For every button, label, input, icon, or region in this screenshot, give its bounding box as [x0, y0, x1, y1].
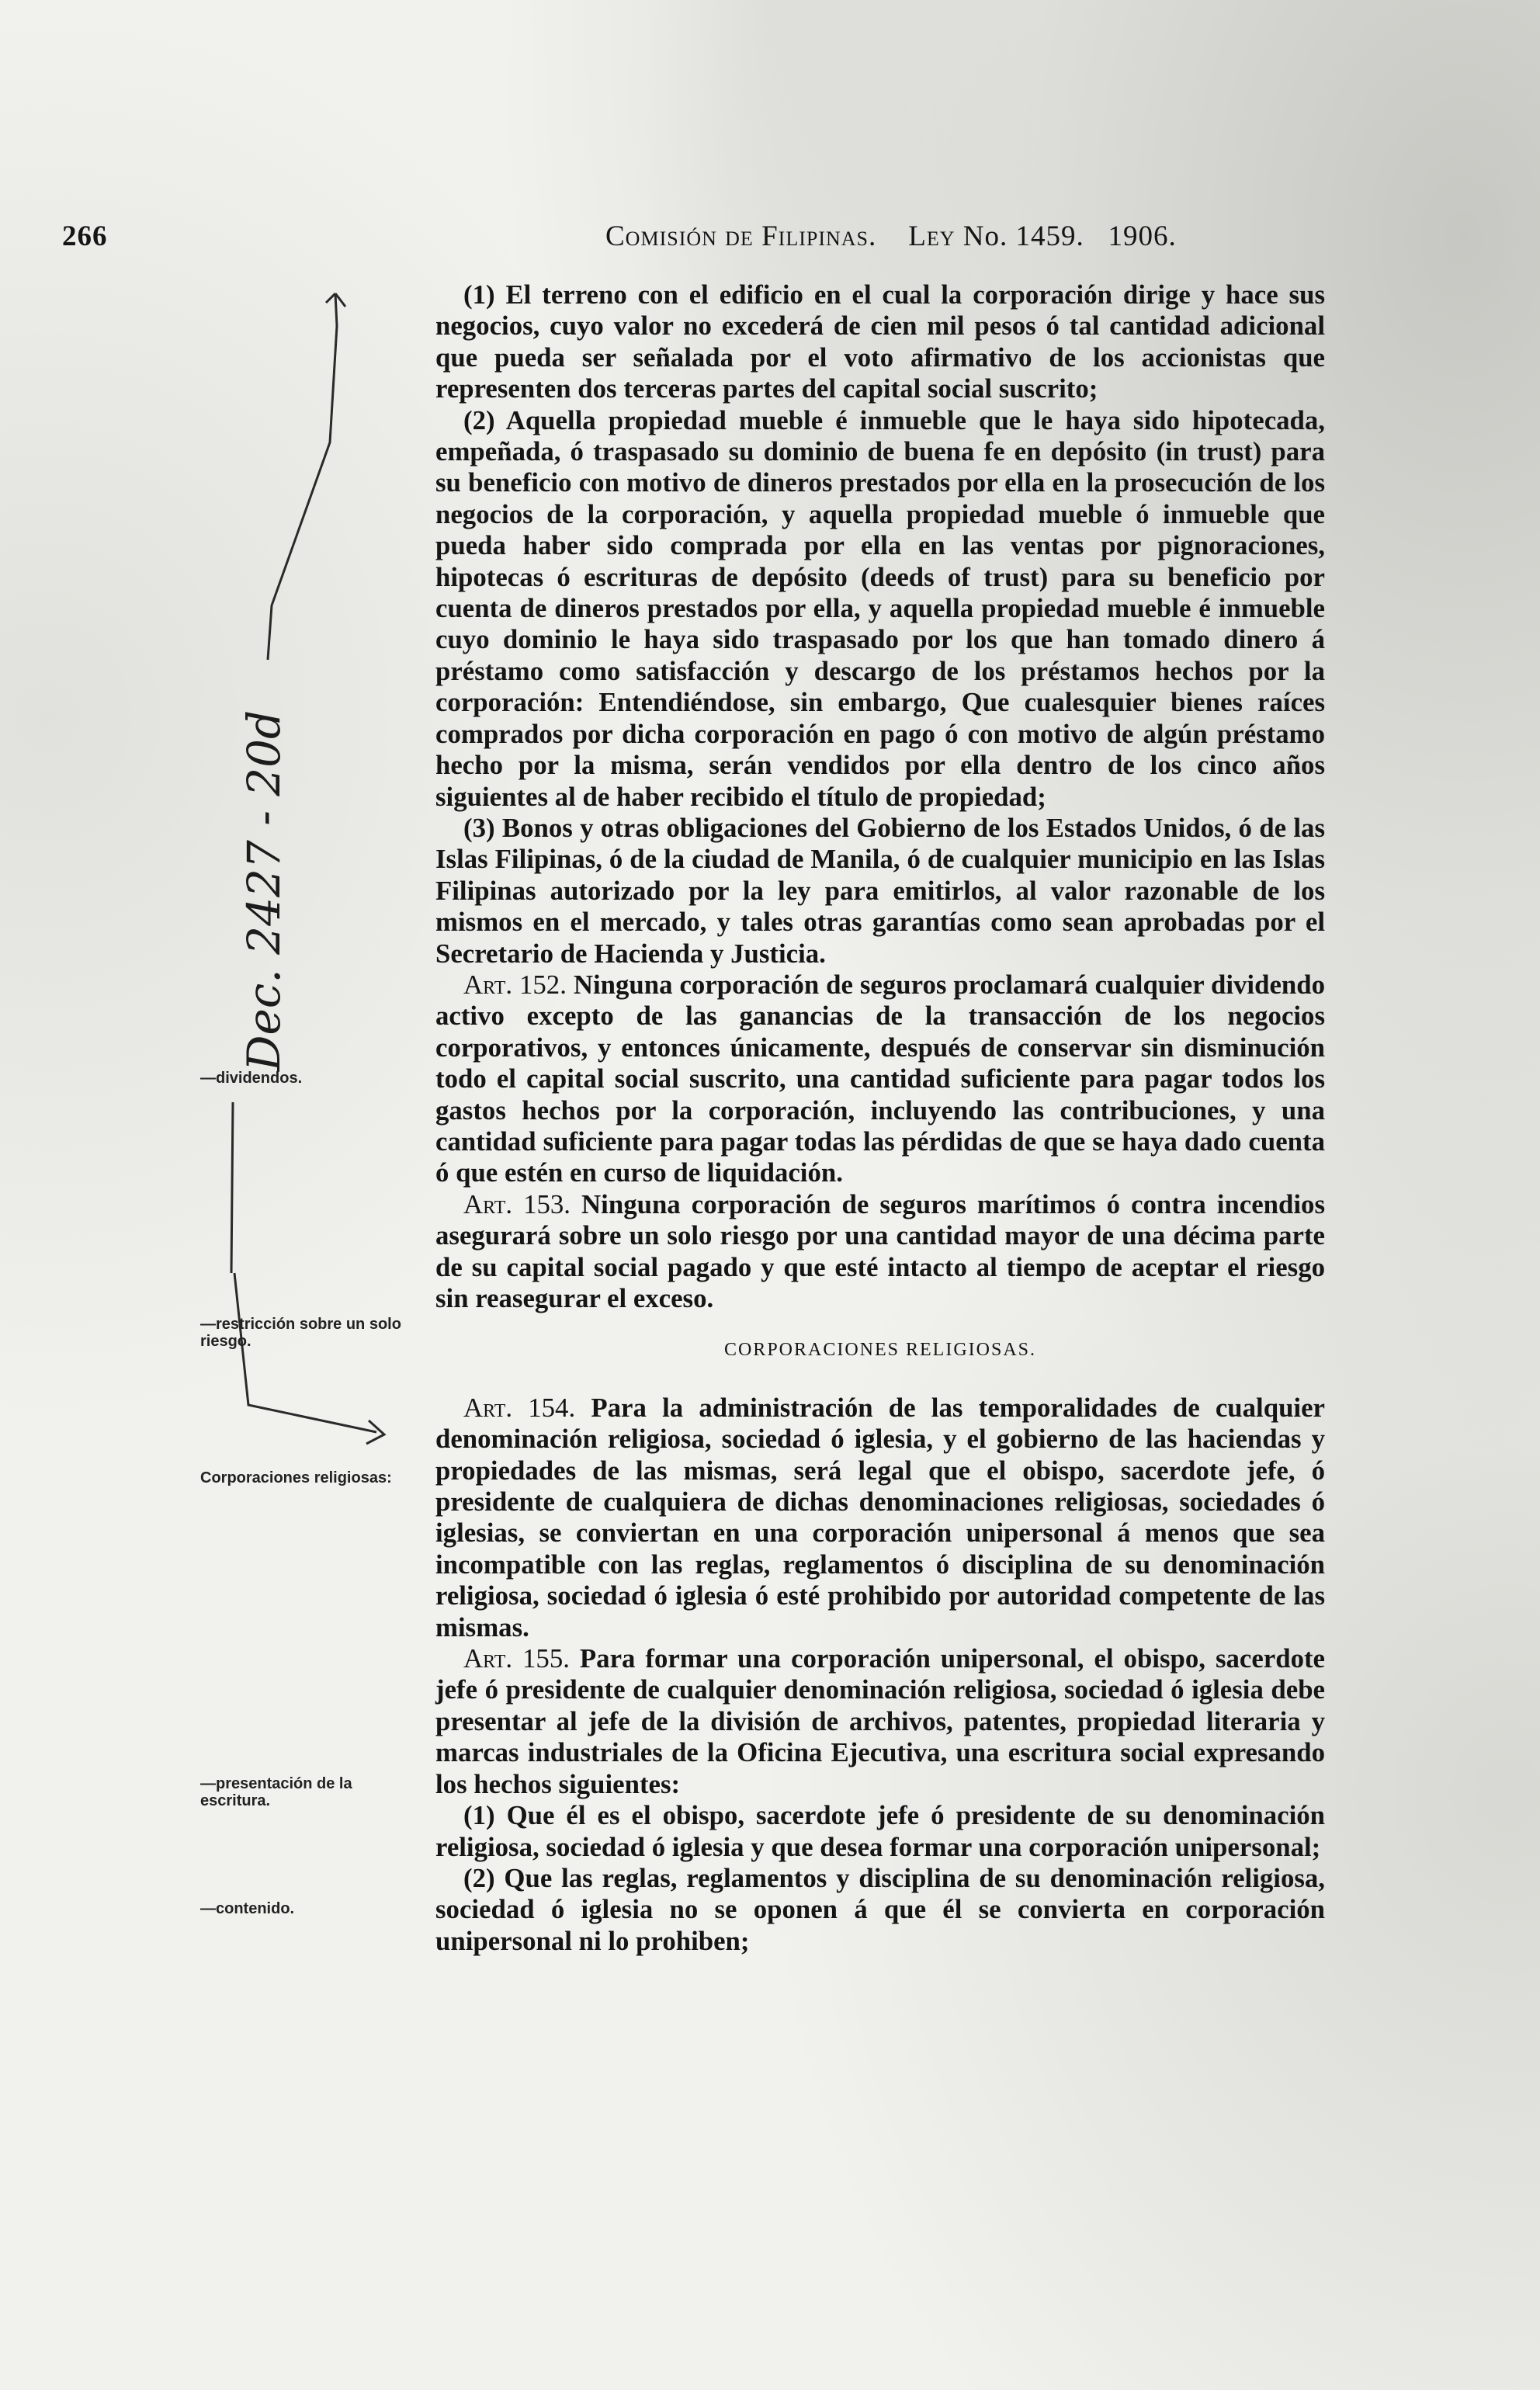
margin-note-presentacion: —presentación de la escritura.	[200, 1775, 352, 1809]
article-155	[435, 1643, 1325, 1800]
running-head-word: Filipinas.	[761, 220, 877, 252]
article-153-label: Art. 153.	[463, 1188, 571, 1219]
article-154	[435, 1393, 1325, 1643]
article-152	[435, 970, 1325, 1189]
article-154-text: Para la administración de las temporalidades de cualquier denominación religiosa, sociedad ó iglesia, y el gobierno de las haciendas y propiedades de las mismas, será legal que el obispo, sacerdote jefe, ó presidente de cualquiera de dichas denominaciones religiosas, sociedades ó iglesias, se conviertan en una corporación unipersonal á menos que sea incompatible con las reglas, reglamentos ó disciplina de su denominación religiosa, sociedad ó iglesia ó esté prohibido por autoridad competente de las mismas.	[435, 1392, 1325, 1642]
running-head-word: de	[725, 220, 754, 252]
running-head-word: Comisión	[605, 220, 717, 252]
running-head	[605, 220, 1177, 253]
pencil-line-middle	[231, 1102, 384, 1444]
page-header	[62, 220, 1335, 260]
paragraph-contenido-2: (2) Que las reglas, reglamentos y disciplina de su denominación religiosa, sociedad ó iglesia no se oponen á que él se convierta en corporación unipersonal ni lo prohiben;	[435, 1862, 1325, 1956]
article-152-label: Art. 152.	[463, 969, 567, 1000]
body-text	[435, 279, 1325, 1957]
margin-note-contenido: —contenido.	[200, 1900, 295, 1917]
paragraph-contenido-1: (1) Que él es el obispo, sacerdote jefe ó presidente de su denominación religiosa, sociedad ó iglesia y que desea formar una corporación unipersonal;	[435, 1800, 1325, 1862]
running-head-year: 1906.	[1108, 220, 1177, 252]
running-head-law-number: No. 1459.	[962, 220, 1084, 252]
article-152-text: Ninguna corporación de seguros proclamará cualquier dividendo activo excepto de las ganancias de la transacción de los negocios corporativos, y entonces únicamente, después de conservar sin disminución todo el capital social suscrito, una cantidad suficiente para pagar todos los gastos hechos por la corporación, incluyendo las contribuciones, y una cantidad suficiente para pagar todas las pérdidas de que se haya dado cuenta ó que estén en curso de liquidación.	[435, 969, 1326, 1188]
margin-note-restriccion: —restricción sobre un solo riesgo.	[200, 1316, 401, 1350]
margin-note-corporaciones-religiosas: Corporaciones religiosas:	[200, 1469, 392, 1486]
article-155-text: Para formar una corporación unipersonal, el obispo, sacerdote jefe ó presidente de cualquier denominación religiosa, sociedad ó iglesia debe presentar al jefe de la división de archivos, patentes, propiedad literaria y marcas industriales de la Oficina Ejecutiva, una escritura social expresando los hechos siguientes:	[435, 1643, 1325, 1799]
handwritten-code: Dec. 2427 - 20d	[238, 709, 290, 1071]
pencil-arrow-top	[268, 293, 345, 660]
article-154-label: Art. 154.	[463, 1392, 576, 1423]
paragraph-1: (1) El terreno con el edificio en el cual la corporación dirige y hace sus negocios, cuyo valor no excederá de cien mil pesos ó tal cantidad adicional que pueda ser señalada por el voto afirmativo de los accionistas que representen dos terceras partes del capital social suscrito;	[435, 279, 1325, 404]
paragraph-2: (2) Aquella propiedad mueble é inmueble que le haya sido hipotecada, empeñada, ó traspasado su dominio de buena fe en depósito (in trust) para su beneficio con motivo de dineros prestados por ella en la prosecución de los negocios de la corporación, y aquella propiedad mueble ó inmueble que pueda haber sido comprada por ella en las ventas por pignoraciones, hipotecas ó escrituras de depósito (deeds of trust) para su beneficio por cuenta de dineros prestados por ella, y aquella propiedad mueble é inmueble cuyo dominio le haya sido traspasado por los que han tomado dinero á préstamo como satisfacción y descargo de los préstamos hechos por la corporación: Entendiéndose, sin embargo, Que cualesquier bienes raíces comprados por dicha corporación en pago ó con motivo de algún préstamo hecho por la misma, serán vendidos por ella dentro de los cinco años siguientes al de haber recibido el título de propiedad;	[435, 404, 1325, 812]
page-number: 266	[62, 220, 108, 252]
section-heading: CORPORACIONES RELIGIOSAS.	[723, 1340, 1037, 1361]
article-155-label: Art. 155.	[463, 1643, 570, 1674]
article-153	[435, 1189, 1325, 1315]
article-153-text: Ninguna corporación de seguros marítimos ó contra incendios asegurará sobre un solo riesgo por una cantidad mayor de una décima parte de su capital social pagado y que esté intacto al tiempo de aceptar el riesgo sin reasegurar el exceso.	[435, 1188, 1325, 1313]
paragraph-3: (3) Bonos y otras obligaciones del Gobierno de los Estados Unidos, ó de las Islas Filipinas, ó de la ciudad de Manila, ó de cualquier municipio en las Islas Filipinas autorizado por la ley para emitirlos, al valor razonable de los mismos en el mercado, y tales otras garantías como sean aprobadas por el Secretario de Hacienda y Justicia.	[435, 812, 1325, 969]
margin-note-dividendos: —dividendos.	[200, 1070, 303, 1087]
handwritten-annotation	[194, 279, 427, 1475]
running-head-word: Ley	[908, 220, 956, 252]
